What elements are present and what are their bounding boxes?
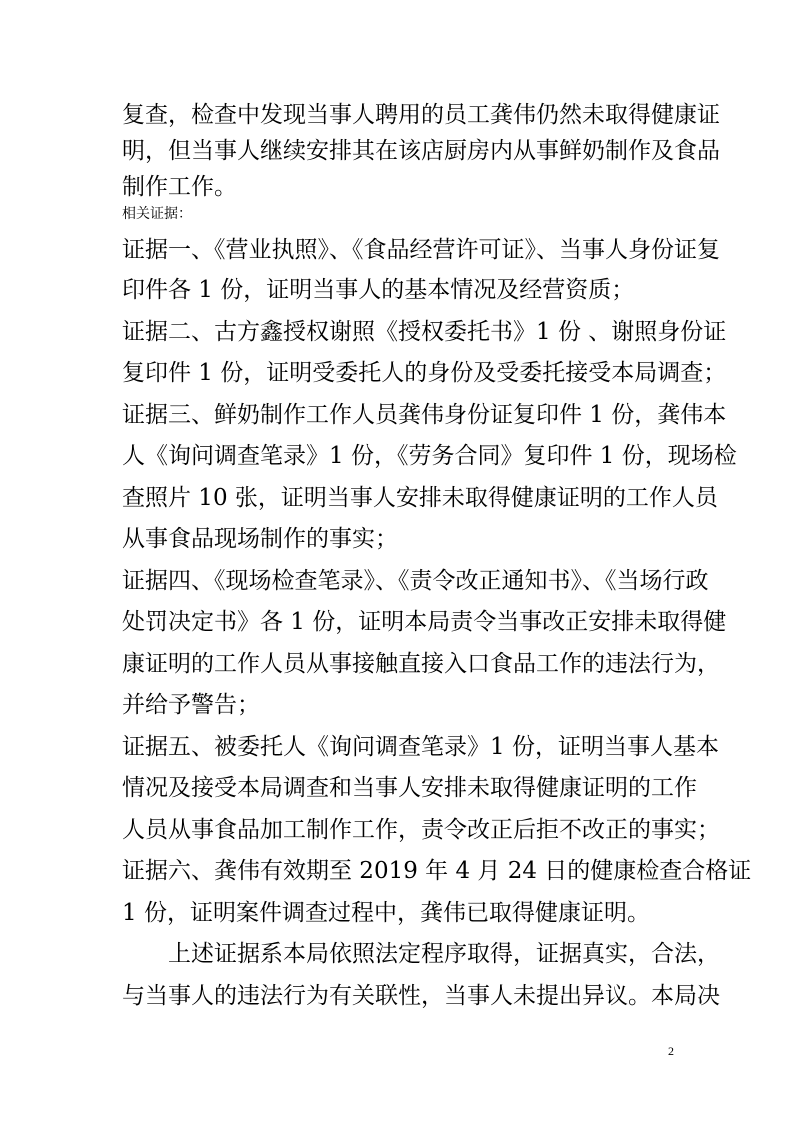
text-line: 明，但当事人继续安排其在该店厨房内从事鲜奶制作及食品 [122,138,720,164]
text-line: 并给予警告； [122,692,260,718]
section-label: 相关证据： [122,206,192,222]
text-line: 与当事人的违法行为有关联性，当事人未提出异议。本局决 [122,983,720,1009]
text-line: 证据一、《营业执照》、《食品经营许可证》、当事人身份证复 [122,237,720,263]
text-line: 人员从事食品加工制作工作，责令改正后拒不改正的事实； [122,817,720,843]
text-line: 情况及接受本局调查和当事人安排未取得健康证明的工作 [122,775,697,801]
text-line: 复印件 1 份，证明受委托人的身份及受委托接受本局调查； [122,360,727,386]
paragraph-first-line: 上述证据系本局依照法定程序取得，证据真实，合法， [168,941,720,967]
text-line: 证据四、《现场检查笔录》、《责令改正通知书》、《当场行政 [122,568,709,594]
text-line: 康证明的工作人员从事接触直接入口食品工作的违法行为， [122,651,720,677]
text-line: 复查，检查中发现当事人聘用的员工龚伟仍然未取得健康证 [122,102,720,128]
text-line: 证据三、鲜奶制作工作人员龚伟身份证复印件 1 份，龚伟本 [122,402,727,428]
text-line: 人《询问调查笔录》1 份，《劳务合同》复印件 1 份，现场检 [122,443,737,469]
text-line: 证据五、被委托人《询问调查笔录》1 份，证明当事人基本 [122,734,719,760]
text-line: 制作工作。 [122,174,237,200]
text-line: 印件各 1 份，证明当事人的基本情况及经营资质； [122,277,635,303]
text-line: 查照片 10 张，证明当事人安排未取得健康证明的工作人员 [122,485,718,511]
text-line: 证据二、古方鑫授权谢照《授权委托书》1 份 、谢照身份证 [122,319,727,345]
text-line: 1 份，证明案件调查过程中，龚伟已取得健康证明。 [122,900,650,926]
page-number: 2 [668,1044,674,1058]
text-line: 从事食品现场制作的事实； [122,526,398,552]
text-line: 处罚决定书》各 1 份，证明本局责令当事改正安排未取得健 [122,609,727,635]
text-line: 证据六、龚伟有效期至 2019 年 4 月 24 日的健康检查合格证 [122,858,752,884]
